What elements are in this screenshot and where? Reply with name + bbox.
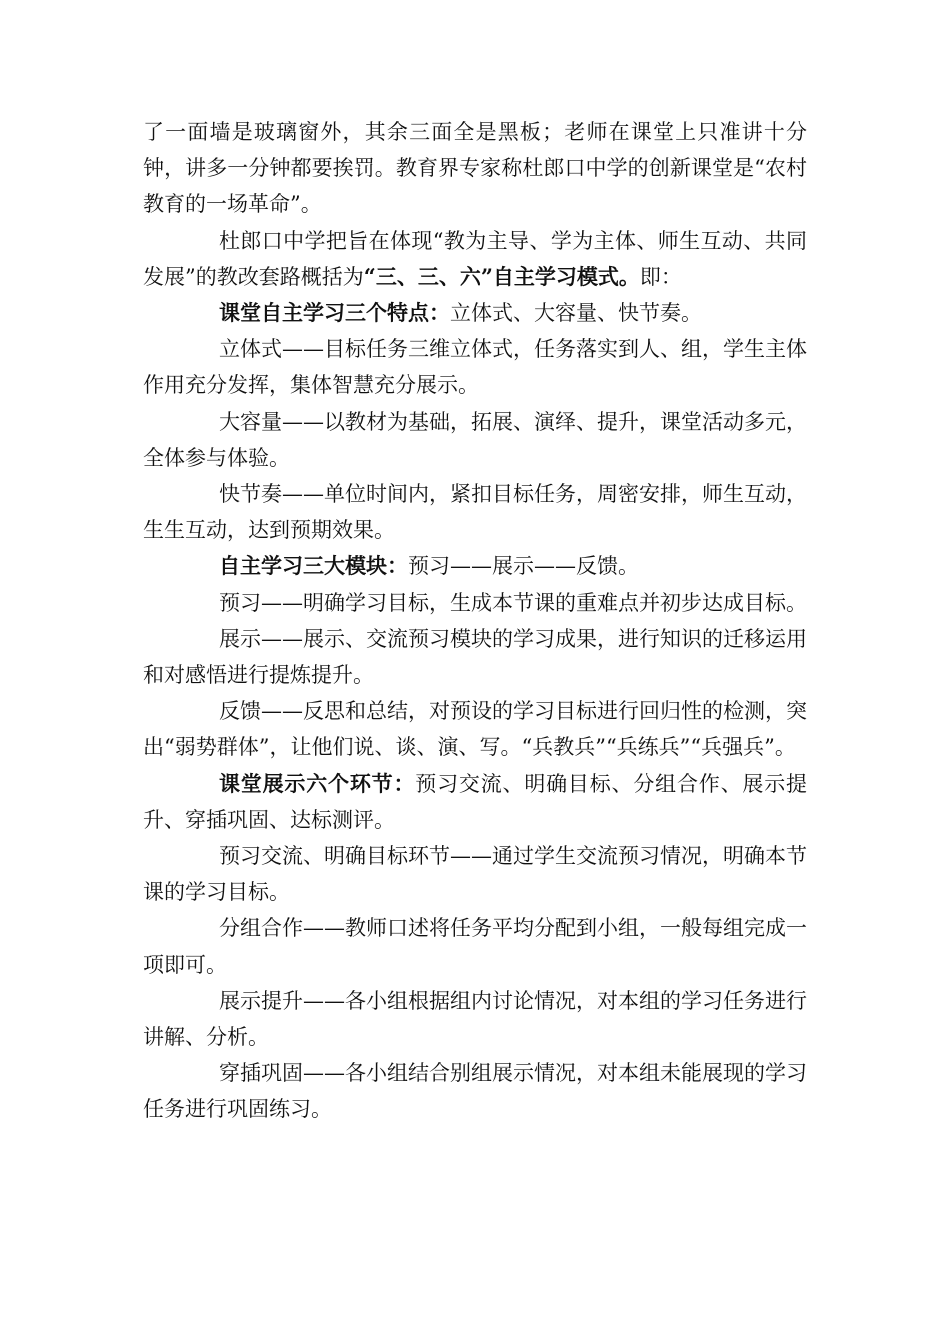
heading-three-features	[143, 295, 807, 331]
paragraph-feature-capacity: 大容量——以教材为基础，拓展、演绎、提升，课堂活动多元，全体参与体验。	[143, 409, 807, 470]
model-name: “三、三、六”自主学习模式。	[363, 263, 640, 289]
model-summary-tail: 即：	[639, 264, 682, 289]
heading-three-modules-text: 预习——展示——反馈。	[408, 554, 639, 579]
paragraph-module-feedback: 反馈——反思和总结，对预设的学习目标进行回归性的检测，突出“弱势群体”，让他们说、谈、演、写。“兵教兵”“兵练兵”“兵强兵”。	[143, 699, 807, 760]
heading-six-steps-text: 预习交流、明确目标、分组合作、展示提升、穿插巩固、达标测评。	[143, 771, 808, 832]
heading-three-features-text: 立体式、大容量、快节奏。	[450, 301, 702, 326]
paragraph-step-display-improve: 展示提升——各小组根据组内讨论情况，对本组的学习任务进行讲解、分析。	[143, 988, 807, 1050]
heading-three-features-label: 课堂自主学习三个特点：	[219, 300, 450, 326]
heading-six-steps	[143, 766, 807, 838]
heading-six-steps-label: 课堂展示六个环节：	[219, 770, 416, 796]
paragraph-module-display: 展示——展示、交流预习模块的学习成果，进行知识的迁移运用和对感悟进行提炼提升。	[143, 626, 807, 688]
paragraph-step-group-work: 分组合作——教师口述将任务平均分配到小组，一般每组完成一项即可。	[143, 916, 807, 977]
paragraph-module-preview: 预习——明确学习目标，生成本节课的重难点并初步达成目标。	[219, 590, 807, 615]
paragraph-feature-3d: 立体式——目标任务三维立体式，任务落实到人、组，学生主体作用充分发挥，集体智慧充分展示。	[143, 337, 807, 398]
heading-three-modules-label: 自主学习三大模块：	[219, 553, 408, 579]
paragraph-model-summary	[143, 223, 807, 295]
paragraph-continuation: 了一面墙是玻璃窗外，其余三面全是黑板；老师在课堂上只准讲十分钟，讲多一分钟都要挨罚。教育界专家称杜郎口中学的创新课堂是“农村教育的一场革命”。	[143, 120, 807, 217]
document-page	[143, 114, 807, 1128]
heading-three-modules	[143, 548, 807, 584]
model-summary-text: 杜郎口中学把旨在体现“教为主导、学为主体、师生互动、共同发展”的教改套路概括为	[143, 228, 807, 289]
paragraph-step-consolidate: 穿插巩固——各小组结合别组展示情况，对本组未能展现的学习任务进行巩固练习。	[143, 1061, 807, 1122]
paragraph-feature-tempo: 快节奏——单位时间内，紧扣目标任务，周密安排，师生互动，生生互动，达到预期效果。	[143, 482, 807, 543]
paragraph-step-preview-exchange: 预习交流、明确目标环节——通过学生交流预习情况，明确本节课的学习目标。	[143, 844, 807, 905]
